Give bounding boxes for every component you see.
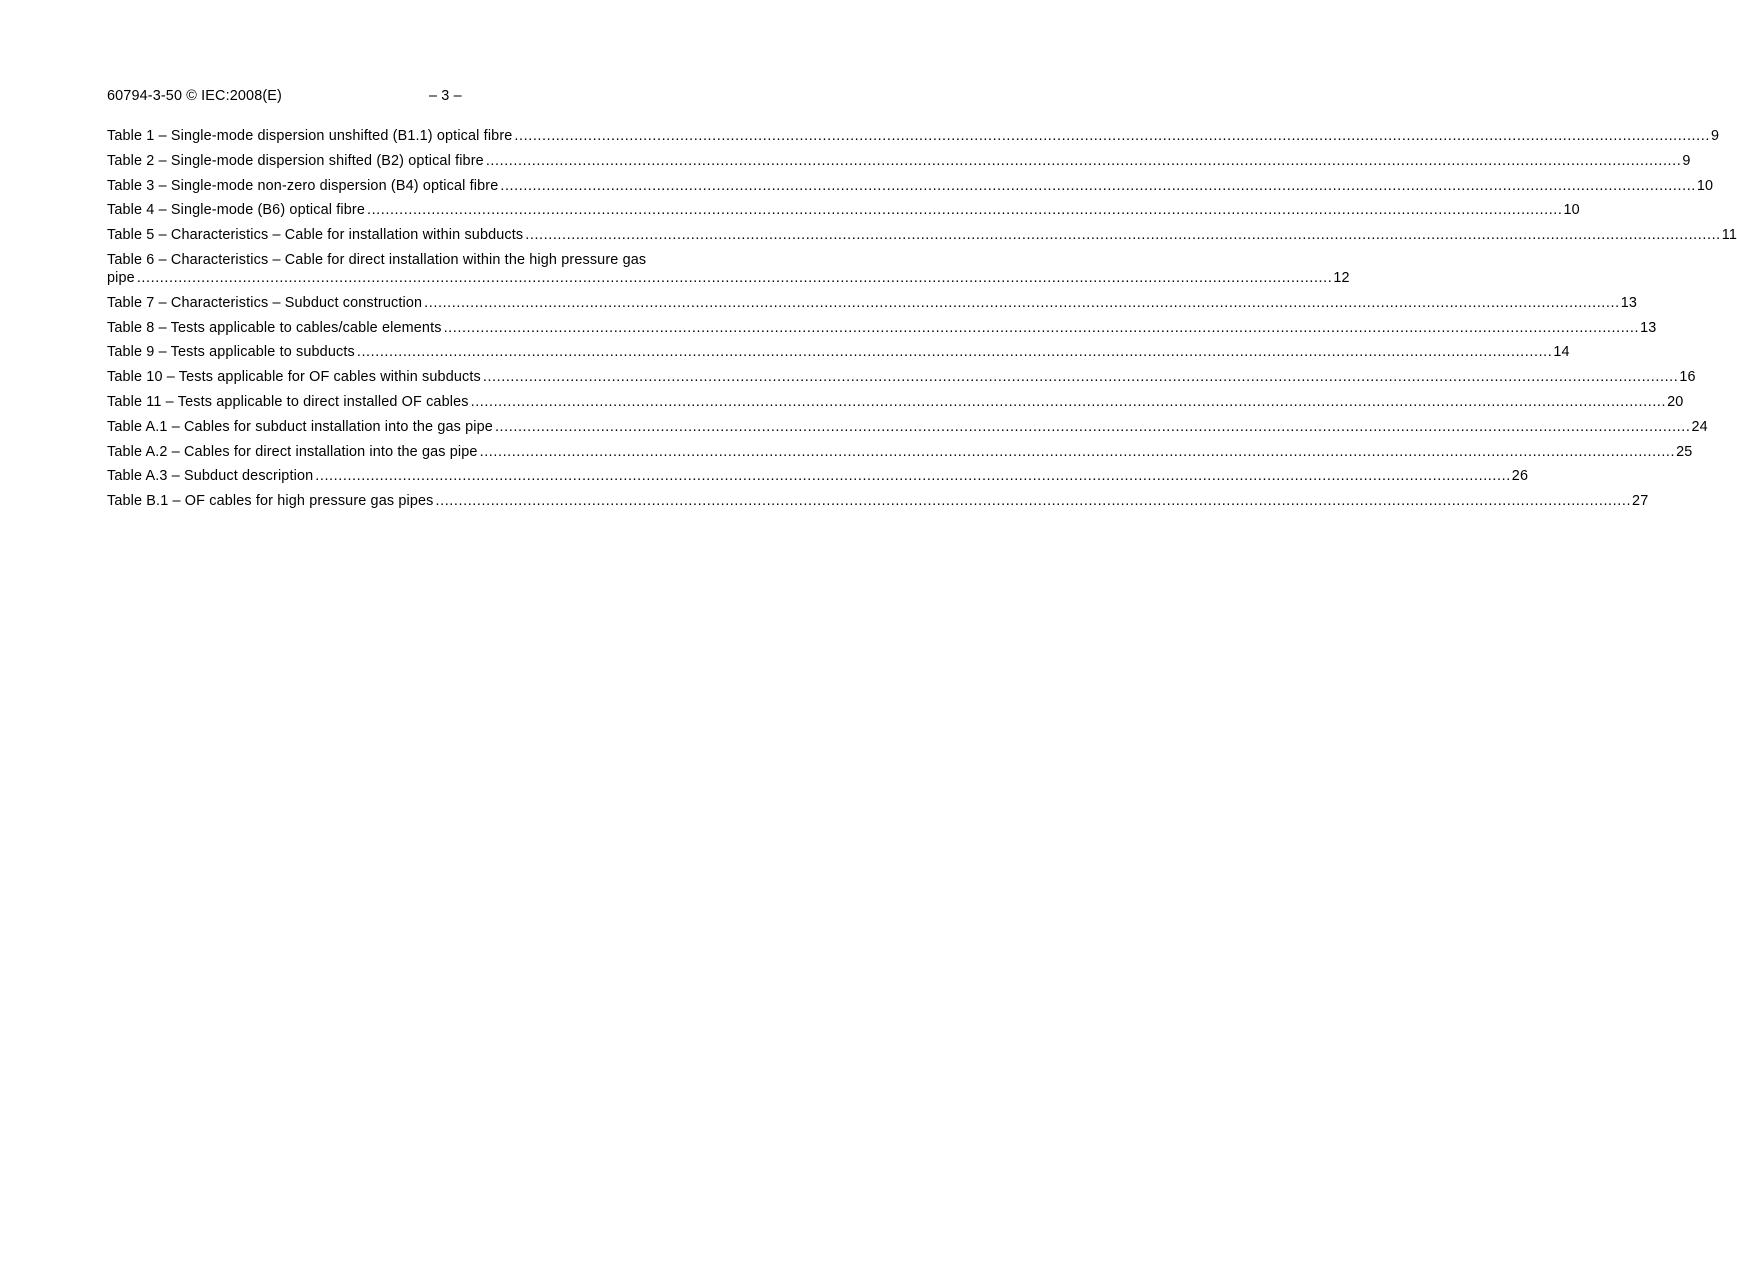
- leader-dots: ....................................................................................................................................................................................................................................................................: [514, 128, 1710, 144]
- toc-entry-title: Table B.1 – OF cables for high pressure gas pipes: [107, 493, 434, 510]
- toc-entry-title: Table 9 – Tests applicable to subducts: [107, 344, 355, 361]
- leader-dots: ....................................................................................................................................................................................................................................................................: [479, 443, 1676, 460]
- list-of-tables: [107, 127, 1737, 517]
- leader-dots: ....................................................................................................................................................................................................................................................................: [525, 227, 1721, 244]
- leader-dots: ....................................................................................................................................................................................................................................................................: [482, 369, 1679, 386]
- toc-entry-page: 26: [1511, 468, 1529, 485]
- toc-entry-page: 20: [1667, 393, 1684, 410]
- leader-dots: ....................................................................................................................................................................................................................................................................: [136, 269, 1333, 286]
- toc-entry-title: Table 4 – Single-mode (B6) optical fibre: [107, 202, 365, 219]
- toc-entry-table-2[interactable]: [107, 152, 1691, 170]
- toc-entry-table-1[interactable]: [107, 127, 1720, 145]
- toc-entry-page: 9: [1682, 152, 1691, 169]
- toc-entry-title: Table A.2 – Cables for direct installation into the gas pipe: [107, 443, 478, 460]
- leader-dots: ....................................................................................................................................................................................................................................................................: [470, 393, 1667, 410]
- toc-entry-title: Table 7 – Characteristics – Subduct construction: [107, 294, 423, 311]
- leader-dots: ....................................................................................................................................................................................................................................................................: [443, 319, 1640, 336]
- toc-entry-page: 13: [1640, 319, 1657, 336]
- page-header: [107, 87, 787, 105]
- toc-entry-title: Table 5 – Characteristics – Cable for installation within subducts: [107, 227, 524, 244]
- toc-entry-page: 12: [1333, 269, 1350, 286]
- toc-entry-page: 13: [1620, 294, 1638, 311]
- toc-entry-title: Table 8 – Tests applicable to cables/cable elements: [107, 319, 442, 336]
- toc-entry-table-5[interactable]: [107, 226, 1737, 244]
- toc-entry-page: 25: [1676, 443, 1693, 460]
- toc-entry-title: Table 2 – Single-mode dispersion shifted (B2) optical fibre: [107, 152, 484, 169]
- toc-entry-table-6[interactable]: [107, 251, 1350, 287]
- toc-entry-table-4[interactable]: [107, 201, 1580, 219]
- toc-entry-table-a1[interactable]: [107, 418, 1708, 436]
- toc-entry-table-9[interactable]: [107, 343, 1570, 361]
- toc-entry-page: 16: [1679, 369, 1696, 386]
- toc-entry-table-a2[interactable]: [107, 443, 1693, 461]
- leader-dots: ....................................................................................................................................................................................................................................................................: [356, 344, 1553, 361]
- leader-dots: ....................................................................................................................................................................................................................................................................: [424, 294, 1620, 311]
- toc-entry-page: 11: [1721, 227, 1737, 244]
- toc-entry-table-7[interactable]: [107, 294, 1638, 312]
- toc-entry-title: Table 11 – Tests applicable to direct installed OF cables: [107, 393, 469, 410]
- toc-entry-table-3[interactable]: [107, 177, 1714, 195]
- document-id: 60794-3-50 © IEC:2008(E): [107, 88, 282, 104]
- toc-entry-page: 10: [1563, 202, 1580, 219]
- toc-entry-title: Table A.1 – Cables for subduct installation into the gas pipe: [107, 418, 493, 435]
- leader-dots: ....................................................................................................................................................................................................................................................................: [494, 418, 1691, 435]
- page-number: – 3 –: [429, 88, 462, 104]
- leader-dots: ....................................................................................................................................................................................................................................................................: [500, 177, 1696, 194]
- toc-entry-page: 14: [1553, 344, 1570, 361]
- toc-entry-title: pipe: [107, 269, 135, 286]
- toc-entry-page: 24: [1691, 418, 1708, 435]
- leader-dots: ....................................................................................................................................................................................................................................................................: [435, 493, 1632, 510]
- toc-entry-table-a3[interactable]: [107, 467, 1529, 485]
- toc-entry-page: 27: [1632, 493, 1649, 510]
- toc-entry-page: 9: [1710, 128, 1720, 144]
- toc-entry-page: 10: [1696, 177, 1714, 194]
- leader-dots: ....................................................................................................................................................................................................................................................................: [485, 152, 1682, 169]
- toc-entry-table-11[interactable]: [107, 393, 1684, 411]
- toc-entry-table-8[interactable]: [107, 319, 1657, 337]
- leader-dots: ....................................................................................................................................................................................................................................................................: [366, 202, 1563, 219]
- toc-entry-table-10[interactable]: [107, 368, 1696, 386]
- toc-entry-title-line1: Table 6 – Characteristics – Cable for direct installation within the high pressure gas: [107, 251, 647, 268]
- toc-entry-title: Table A.3 – Subduct description: [107, 468, 314, 485]
- leader-dots: ....................................................................................................................................................................................................................................................................: [315, 468, 1511, 485]
- toc-entry-title: Table 3 – Single-mode non-zero dispersion (B4) optical fibre: [107, 177, 499, 194]
- toc-entry-table-b1[interactable]: [107, 492, 1649, 510]
- toc-entry-title: Table 1 – Single-mode dispersion unshifted (B1.1) optical fibre: [107, 128, 513, 144]
- toc-entry-title: Table 10 – Tests applicable for OF cables within subducts: [107, 369, 481, 386]
